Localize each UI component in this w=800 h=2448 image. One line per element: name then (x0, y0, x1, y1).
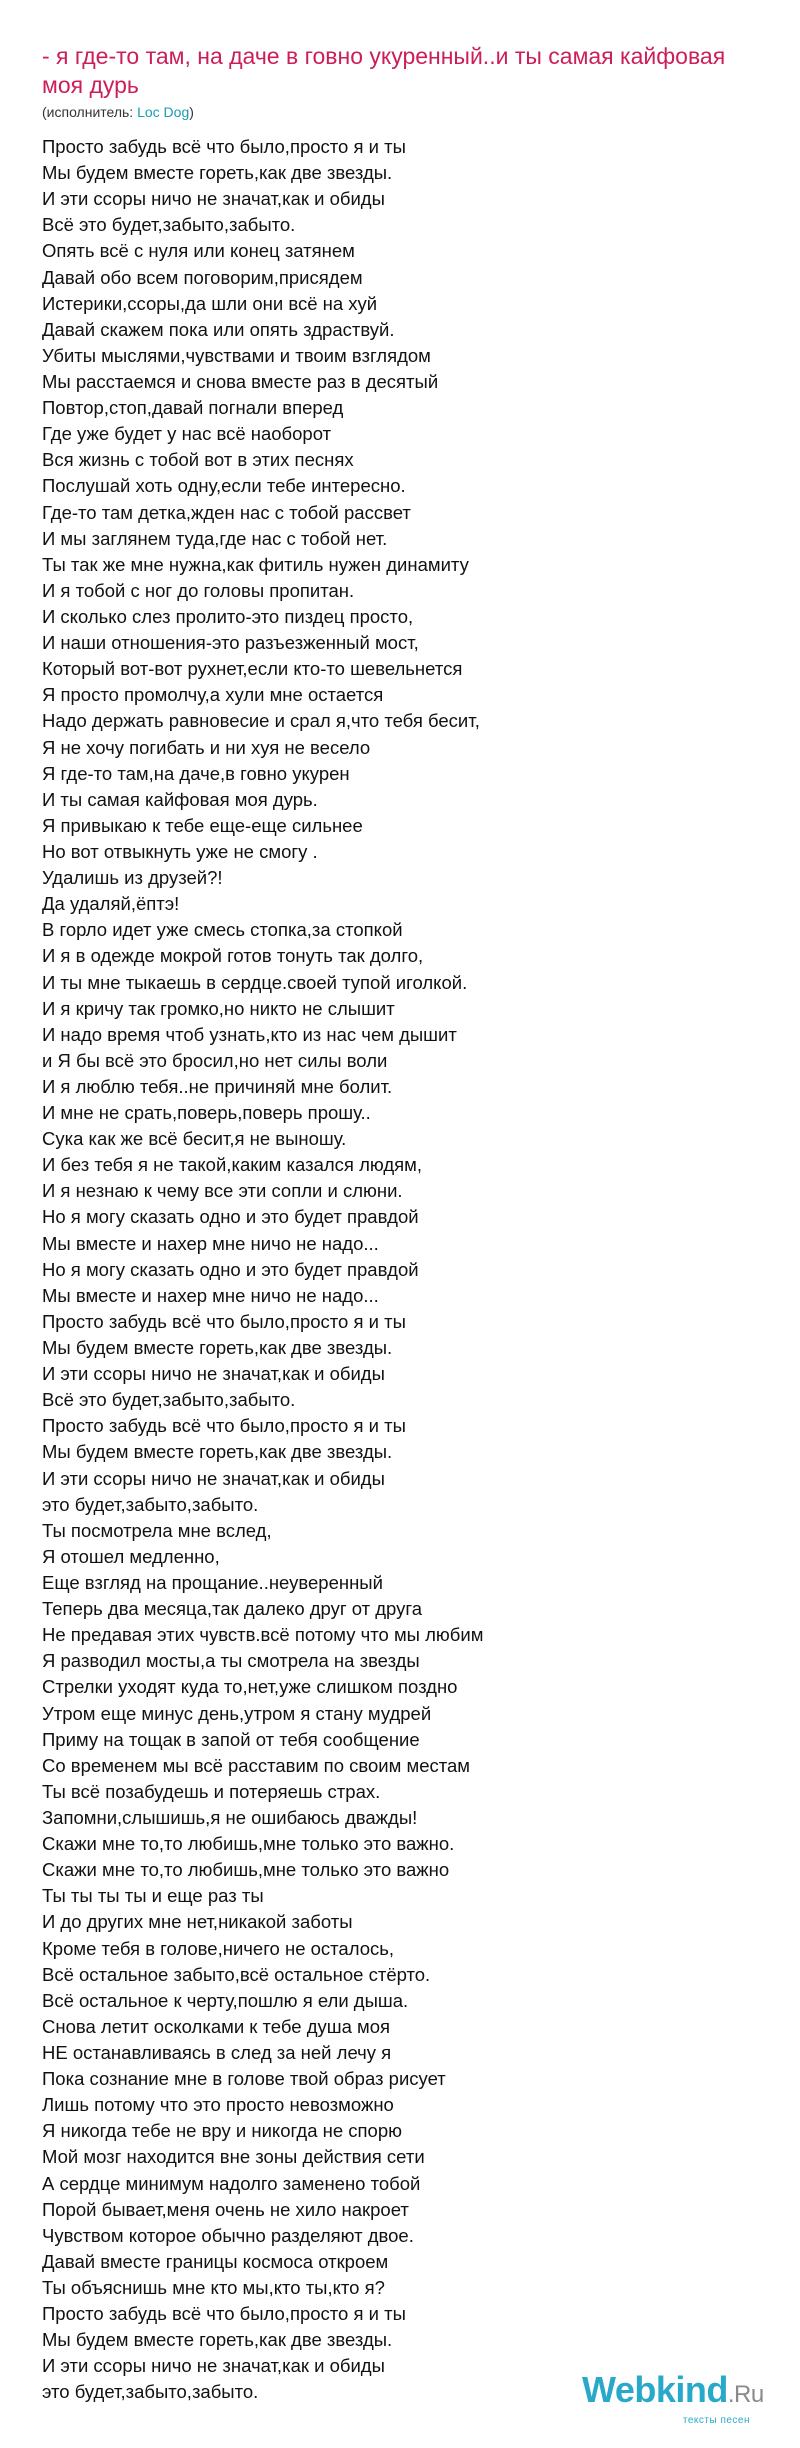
lyric-line: Давай вместе границы космоса откроем (42, 2250, 389, 2272)
lyric-line: Давай обо всем поговорим,присядем (42, 266, 363, 288)
lyric-line: Мы будем вместе гореть,как две звезды. (42, 1441, 393, 1463)
lyric-line: Ты ты ты ты и еще раз ты (42, 1885, 264, 1907)
lyric-line: НЕ останавливаясь в след за ней лечу я (42, 2041, 392, 2063)
lyric-line: это будет,забыто,забыто. (42, 1493, 259, 1515)
lyric-line: Мы будем вместе гореть,как две звезды. (42, 162, 393, 184)
lyric-line: Надо держать равновесие и срал я,что тебя бесит, (42, 710, 480, 732)
lyric-line: Ты всё позабудешь и потеряешь страх. (42, 1780, 381, 1802)
lyric-line: Утром еще минус день,утром я стану мудрей (42, 1702, 432, 1724)
lyric-line: Повтор,стоп,давай погнали вперед (42, 397, 344, 419)
lyric-line: Послушай хоть одну,если тебе интересно. (42, 475, 406, 497)
lyric-line: Убиты мыслями,чувствами и твоим взглядом (42, 344, 431, 366)
lyric-line: И мне не срать,поверь,поверь прошу.. (42, 1102, 371, 1124)
lyric-line: Мы расстаемся и снова вместе раз в десятый (42, 370, 439, 392)
lyric-line: Мы будем вместе гореть,как две звезды. (42, 2329, 393, 2351)
lyric-line: Всё это будет,забыто,забыто. (42, 1389, 296, 1411)
lyric-line: Запомни,слышишь,я не ошибаюсь дважды! (42, 1807, 418, 1828)
lyric-line: Порой бывает,меня очень не хило накроет (42, 2198, 409, 2220)
lyric-line: И эти ссоры ничо не значат,как и обиды (42, 188, 385, 210)
lyrics-text (42, 134, 762, 2406)
lyric-line: Я никогда тебе не вру и никогда не спорю (42, 2120, 403, 2142)
lyric-line: Я отошел медленно, (42, 1545, 220, 1567)
lyric-line: Снова летит осколками к тебе душа моя (42, 2015, 391, 2037)
lyric-line: И ты мне тыкаешь в сердце.своей тупой иголкой. (42, 971, 468, 993)
lyric-line: И я тобой с ног до головы пропитан. (42, 579, 355, 601)
lyric-line: И надо время чтоб узнать,кто из нас чем дышит (42, 1023, 457, 1045)
logo-part-kind: kind (655, 2369, 728, 2410)
lyric-line: Ты посмотрела мне вслед, (42, 1519, 272, 1541)
lyric-line: И ты самая кайфовая моя дурь. (42, 788, 318, 810)
lyric-line: Лишь потому что это просто невозможно (42, 2094, 394, 2116)
lyric-line: Всё это будет,забыто,забыто. (42, 214, 296, 236)
lyric-line: Мы вместе и нахер мне ничо не надо... (42, 1284, 379, 1306)
logo-tagline: тексты песен (682, 2415, 750, 2426)
lyric-line: Кроме тебя в голове,ничего не осталось, (42, 1937, 395, 1959)
lyric-line: Вся жизнь с тобой вот в этих песнях (42, 449, 354, 471)
lyric-line: Давай скажем пока или опять здраствуй. (42, 318, 395, 340)
lyric-line: И эти ссоры ничо не значат,как и обиды (42, 1363, 385, 1385)
lyric-line: Я разводил мосты,а ты смотрела на звезды (42, 1650, 420, 1672)
artist-suffix: ) (189, 104, 194, 120)
lyric-line: Я где-то там,на даче,в говно укурен (42, 762, 350, 784)
lyric-line: Еще взгляд на прощание..неуверенный (42, 1572, 383, 1594)
lyric-line: И я в одежде мокрой готов тонуть так долго, (42, 945, 424, 967)
lyric-line: И я кричу так громко,но никто не слышит (42, 997, 395, 1019)
lyric-line: Удалишь из друзей?! (42, 867, 223, 889)
lyric-line: А сердце минимум надолго заменено тобой (42, 2172, 421, 2194)
lyric-line: И эти ссоры ничо не значат,как и обиды (42, 1467, 385, 1489)
lyric-line: Просто забудь всё что было,просто я и ты (42, 136, 406, 157)
logo-part-web: Web (582, 2369, 656, 2410)
lyric-line: И сколько слез пролито-это пиздец просто, (42, 605, 414, 627)
lyric-line: И я люблю тебя..не причиняй мне болит. (42, 1075, 393, 1097)
lyric-line: Всё остальное забыто,всё остальное стёрто. (42, 1963, 431, 1985)
lyric-line: И мы заглянем туда,где нас с тобой нет. (42, 527, 388, 549)
lyric-line: Но я могу сказать одно и это будет правдой (42, 1206, 419, 1228)
lyric-line: Пока сознание мне в голове твой образ рисует (42, 2068, 446, 2090)
lyric-line: И без тебя я не такой,каким казался людям, (42, 1154, 423, 1176)
lyric-line: Сука как же всё бесит,я не выношу. (42, 1128, 347, 1150)
webkind-logo[interactable] (582, 2370, 772, 2430)
lyric-line: И я незнаю к чему все эти сопли и слюни. (42, 1180, 403, 1202)
lyric-line: И эти ссоры ничо не значат,как и обиды (42, 2355, 385, 2377)
lyric-line: Мы вместе и нахер мне ничо не надо... (42, 1232, 379, 1254)
lyric-line: Скажи мне то,то любишь,мне только это важно (42, 1859, 450, 1881)
lyric-line: Стрелки уходят куда то,нет,уже слишком поздно (42, 1676, 458, 1698)
lyric-line: И наши отношения-это разъезженный мост, (42, 632, 419, 654)
lyric-line: это будет,забыто,забыто. (42, 2381, 259, 2403)
lyric-line: Просто забудь всё что было,просто я и ты (42, 1415, 406, 1437)
lyric-line: Мы будем вместе гореть,как две звезды. (42, 1337, 393, 1359)
artist-credit (42, 103, 194, 121)
lyric-line: Ты объяснишь мне кто мы,кто ты,кто я? (42, 2276, 385, 2298)
lyric-line: Ты так же мне нужна,как фитиль нужен динамиту (42, 553, 469, 575)
lyric-line: Просто забудь всё что было,просто я и ты (42, 1310, 406, 1332)
lyric-line: Чувством которое обычно разделяют двое. (42, 2224, 414, 2246)
lyric-line: Который вот-вот рухнет,если кто-то шевельнется (42, 658, 463, 680)
logo-suffix: .Ru (727, 2381, 764, 2408)
lyric-line: Всё остальное к черту,пошлю я ели дыша. (42, 1989, 409, 2011)
lyric-line: Я привыкаю к тебе еще-еще сильнее (42, 814, 363, 836)
artist-link[interactable]: Loc Dog (137, 104, 190, 120)
lyric-line: Не предавая этих чувств.всё потому что мы любим (42, 1624, 484, 1646)
lyric-line: Истерики,ссоры,да шли они всё на хуй (42, 292, 378, 314)
lyric-line: Опять всё с нуля или конец затянем (42, 240, 355, 262)
lyric-line: Приму на тощак в запой от тебя сообщение (42, 1728, 420, 1750)
artist-prefix: (исполнитель: (42, 104, 138, 120)
lyric-line: Со временем мы всё расставим по своим местам (42, 1754, 471, 1776)
lyric-line: Но я могу сказать одно и это будет правдой (42, 1258, 419, 1280)
lyric-line: Я не хочу погибать и ни хуя не весело (42, 736, 371, 758)
lyric-line: Скажи мне то,то любишь,мне только это важно. (42, 1833, 455, 1855)
lyric-line: и Я бы всё это бросил,но нет силы воли (42, 1049, 388, 1071)
lyric-line: Где-то там детка,жден нас с тобой рассвет (42, 501, 411, 523)
logo-wordmark (582, 2370, 772, 2415)
lyric-line: Мой мозг находится вне зоны действия сети (42, 2146, 425, 2168)
lyric-line: В горло идет уже смесь стопка,за стопкой (42, 919, 403, 941)
lyric-line: И до других мне нет,никакой заботы (42, 1911, 353, 1933)
song-title: - я где-то там, на даче в говно укуренный..и ты самая кайфовая моя дурь (42, 43, 726, 98)
lyric-line: Где уже будет у нас всё наоборот (42, 423, 332, 445)
lyric-line: Теперь два месяца,так далеко друг от друга (42, 1598, 423, 1620)
lyric-line: Просто забудь всё что было,просто я и ты (42, 2303, 406, 2325)
lyric-line: Но вот отвыкнуть уже не смогу . (42, 840, 318, 862)
lyric-line: Я просто промолчу,а хули мне остается (42, 684, 384, 706)
lyric-line: Да удаляй,ёптэ! (42, 893, 180, 915)
